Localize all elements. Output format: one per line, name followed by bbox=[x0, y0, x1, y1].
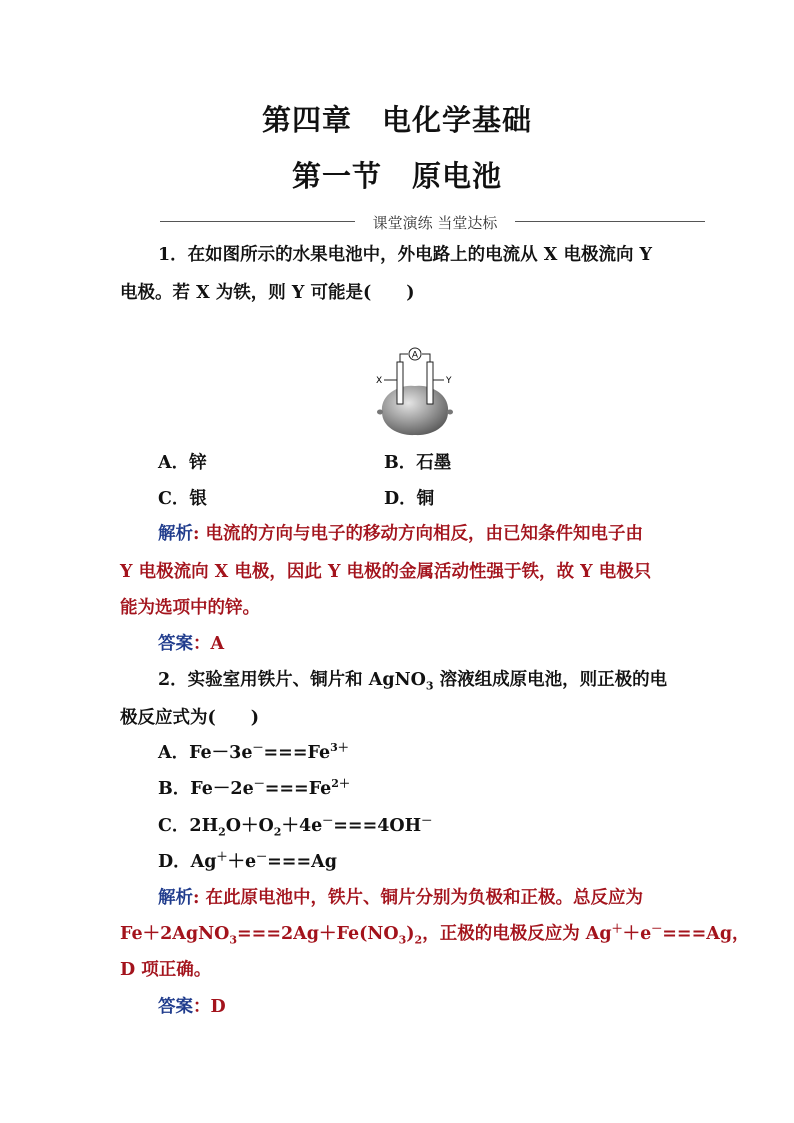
fruit-battery-diagram bbox=[370, 342, 460, 437]
q2-al2-sup2: － bbox=[651, 922, 663, 936]
q1-option-a: A．锌 bbox=[158, 453, 207, 473]
q2-analysis-text1: : 在此原电池中，铁片、铜片分别为负极和正极。总反应为 bbox=[193, 888, 644, 908]
q2-option-c bbox=[158, 814, 432, 838]
q2-opt-d-sup2: － bbox=[256, 850, 268, 864]
q2-option-d bbox=[158, 850, 337, 874]
q2-opt-a-sup2: 3＋ bbox=[330, 741, 349, 755]
lemon-tip-left bbox=[377, 410, 383, 415]
electrode-x-label: X bbox=[376, 376, 383, 386]
q2-opt-c-2: O＋O bbox=[225, 816, 274, 836]
q2-al2-3: ) bbox=[406, 924, 415, 944]
q2-line1-post: 溶液组成原电池，则正极的电 bbox=[433, 670, 668, 690]
q1-option-b: B．石墨 bbox=[384, 453, 452, 473]
q2-opt-d-sup1: ＋ bbox=[216, 850, 228, 864]
section-divider bbox=[160, 212, 705, 232]
wire-right bbox=[422, 354, 430, 362]
q1-text-line2: 电极。若 X 为铁，则 Y 可能是( ) bbox=[120, 283, 415, 303]
lemon-tip-right bbox=[447, 410, 453, 415]
q2-opt-d-3: ===Ag bbox=[267, 852, 337, 872]
q2-opt-c-4: ===4OH bbox=[333, 816, 422, 836]
q1-analysis-line2: Y 电极流向 X 电极，因此 Y 电极的金属活动性强于铁，故 Y 电极只 bbox=[120, 562, 652, 582]
q2-al2-1: Fe＋2AgNO bbox=[120, 924, 230, 944]
q2-answer bbox=[158, 995, 226, 1019]
q2-opt-c-sup2: － bbox=[421, 814, 433, 828]
electrode-y bbox=[427, 362, 433, 404]
q2-option-a bbox=[158, 741, 349, 765]
q2-analysis-line3: D 项正确。 bbox=[120, 960, 212, 980]
q2-line1-sub: 3 bbox=[425, 679, 434, 693]
q1-option-d: D．铜 bbox=[384, 489, 435, 509]
q2-analysis-label: 解析 bbox=[158, 888, 193, 908]
q2-al2-sup1: ＋ bbox=[611, 922, 623, 936]
q1-answer-value: ：A bbox=[193, 634, 225, 654]
q2-text-line1 bbox=[158, 668, 667, 692]
q2-analysis-line1 bbox=[158, 886, 643, 910]
q1-analysis-line1 bbox=[158, 522, 643, 546]
q2-al2-sub3: 2 bbox=[414, 933, 423, 947]
q2-opt-b-sup1: － bbox=[253, 777, 265, 791]
q1-analysis-label: 解析 bbox=[158, 524, 193, 544]
q1-analysis-line3: 能为选项中的锌。 bbox=[120, 598, 260, 618]
divider-line-right bbox=[515, 221, 705, 222]
q2-answer-label: 答案 bbox=[158, 997, 193, 1017]
q2-opt-a-pre: A．Fe－3e bbox=[158, 743, 253, 763]
electrode-y-label: Y bbox=[446, 376, 452, 386]
q2-al2-2: ===2Ag＋Fe(NO bbox=[237, 924, 399, 944]
q2-opt-b-pre: B．Fe－2e bbox=[158, 779, 254, 799]
q2-opt-c-3: ＋4e bbox=[281, 816, 323, 836]
lemon-shape bbox=[382, 386, 448, 435]
q2-opt-c-1: C．2H bbox=[158, 816, 219, 836]
q2-al2-6: ===Ag， bbox=[662, 924, 750, 944]
divider-line-left bbox=[160, 221, 355, 222]
q2-opt-b-sup2: 2＋ bbox=[331, 777, 350, 791]
q2-opt-d-1: D．Ag bbox=[158, 852, 217, 872]
divider-label: 课堂演练 当堂达标 bbox=[372, 214, 498, 232]
q2-al2-4: ，正极的电极反应为 Ag bbox=[422, 924, 612, 944]
q1-answer-label: 答案 bbox=[158, 634, 193, 654]
q1-answer bbox=[158, 632, 224, 656]
q2-opt-b-mid: ===Fe bbox=[264, 779, 332, 799]
q2-al2-5: ＋e bbox=[622, 924, 652, 944]
q1-analysis-text1: : 电流的方向与电子的移动方向相反，由已知条件知电子由 bbox=[193, 524, 644, 544]
q2-line1-pre: 2．实验室用铁片、铜片和 AgNO bbox=[158, 670, 426, 690]
q2-opt-a-sup1: － bbox=[252, 741, 264, 755]
section-title: 第一节 原电池 bbox=[291, 159, 502, 193]
fruit-battery-figure bbox=[370, 342, 460, 437]
electrode-x bbox=[397, 362, 403, 404]
chapter-title: 第四章 电化学基础 bbox=[261, 103, 532, 137]
q2-opt-d-2: ＋e bbox=[227, 852, 257, 872]
q1-option-c: C．银 bbox=[158, 489, 207, 509]
q1-text-line1: 1．在如图所示的水果电池中，外电路上的电流从 X 电极流向 Y bbox=[158, 245, 653, 265]
q2-option-b bbox=[158, 777, 350, 801]
q2-text-line2: 极反应式为( ) bbox=[120, 708, 260, 728]
q2-opt-a-mid: ===Fe bbox=[263, 743, 331, 763]
ammeter-label: A bbox=[411, 350, 419, 361]
q2-al2-sub1: 3 bbox=[229, 933, 237, 947]
q2-opt-c-sub2: 2 bbox=[273, 825, 282, 839]
wire-left bbox=[400, 354, 408, 362]
q2-al2-sub2: 3 bbox=[398, 933, 407, 947]
q2-opt-c-sup1: － bbox=[322, 814, 334, 828]
q2-opt-c-sub1: 2 bbox=[218, 825, 226, 839]
q2-analysis-line2 bbox=[120, 922, 750, 946]
q2-answer-value: ：D bbox=[193, 997, 226, 1017]
